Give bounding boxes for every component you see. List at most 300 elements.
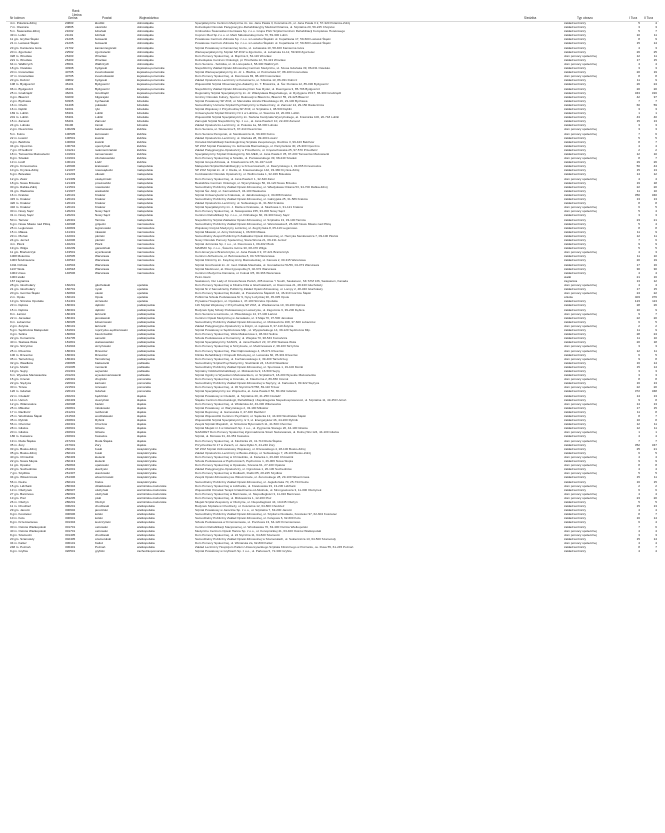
cell-typ: zakład leczniczy <box>564 135 587 140</box>
cell-typ: zakład leczniczy <box>564 368 587 373</box>
cell-typ: zakład leczniczy <box>564 188 587 193</box>
cell-powiat: kolski <box>95 516 103 521</box>
cell-powiat: szamotulski <box>95 536 111 541</box>
cell-nr: 35 m. Rybnik <box>10 418 28 423</box>
cell-powiat: skarżyski <box>95 467 108 472</box>
cell-gmina-code: 121203 <box>65 172 76 177</box>
cell-siedziba: Samodzielny Publiczny Zakład Opieki Zdrowotnej w Szamotułach, ul. Sukiennicza 13, 64-500 Szamotuły <box>195 536 336 541</box>
cell-tura-2: 4 <box>655 283 657 287</box>
cell-tura-2: 3 <box>655 213 657 218</box>
cell-powiat: Wrocław <box>95 53 107 58</box>
cell-siedziba: Samodzielny Publiczny Zakład Opieki Zdrowotnej, ul. Władysława Orkana 53, 34-700 Rabka-Zdrój <box>195 184 328 189</box>
cell-powiat: grójecki <box>95 221 106 226</box>
cell-wojewodztwo: kujawsko-pomorskie <box>137 66 165 71</box>
cell-powiat: Rzeszów <box>95 352 108 357</box>
cell-siedziba: Szkoła Podstawowa w Krzemieniewie, ul. Pocztowa 13, 64-120 Krzemieniewo <box>195 520 301 525</box>
cell-nr: 24 gm. Lubsko <box>10 123 30 128</box>
cell-tura-2: 44 <box>653 164 657 169</box>
cell-tura-2: 10 <box>653 152 657 156</box>
cell-tura-2: 11 <box>653 422 657 427</box>
cell-tura-2: 4 <box>655 270 657 275</box>
cell-siedziba: Wojewódzki Szpital Obserwacyjno-Zakaźny im. T. Browicza, ul. Św. Floriana 12, 85-030 Bydgoszcz <box>195 82 329 87</box>
cell-gmina-code: 247901 <box>65 442 76 447</box>
cell-typ: zakład leczniczy <box>564 164 587 169</box>
cell-tura-2: 13 <box>653 401 657 406</box>
cell-gmina-code: 126201 <box>65 209 76 214</box>
cell-gmina-code: 20803 <box>65 21 74 25</box>
cell-powiat: Poznań <box>95 545 106 549</box>
cell-nr: 32 gm. Wasilków <box>10 360 33 365</box>
cell-tura-2: 5 <box>655 205 657 210</box>
cell-nr: 5 gm. Sędziszów Małopolski <box>10 328 49 333</box>
cell-powiat: łańcucki <box>95 323 107 328</box>
cell-siedziba: Dom Pomocy Społecznej, Plac Dąbrowskiego 4, 35-071 Rzeszów <box>195 348 284 353</box>
cell-typ: zakład leczniczy <box>564 336 587 341</box>
cell-typ: zakład leczniczy <box>564 266 587 271</box>
cell-typ: zakład leczniczy <box>564 33 587 38</box>
cell-powiat: chojnicki <box>95 377 107 382</box>
cell-powiat: zduńskowolski <box>95 156 115 161</box>
cell-typ: zakład leczniczy <box>564 340 587 345</box>
cell-gmina-code: 141301 <box>65 229 76 234</box>
cell-gmina-code: 126301 <box>65 217 76 222</box>
cell-nr: 1004 Ursus <box>10 270 26 275</box>
cell-nr: 22 m. Łowicz <box>10 135 28 140</box>
cell-typ: zakład leczniczy <box>564 197 587 202</box>
cell-tura-1: 4 <box>638 508 640 513</box>
cell-typ: zakład leczniczy <box>564 258 587 263</box>
cell-tura-2: 5 <box>655 135 657 140</box>
cell-wojewodztwo: świętokrzyskie <box>137 479 157 484</box>
cell-nr: 40 gm. Chmielnik <box>10 454 34 459</box>
cell-wojewodztwo: lubuskie <box>137 123 149 128</box>
cell-siedziba: Dom Pomocy Społecznej w Rudkach, Rudki 85, 28-225 Szydłów <box>195 471 283 476</box>
cell-tura-1: 14 <box>636 172 640 177</box>
cell-powiat: oleśnicki <box>95 25 107 30</box>
cell-typ: dom pomocy społecznej <box>564 131 597 136</box>
cell-wojewodztwo: łódzkie <box>137 143 147 148</box>
cell-nr: 2 m. Opole <box>10 295 25 300</box>
cell-wojewodztwo: świętokrzyskie <box>137 475 157 480</box>
cell-gmina-code: 146510 <box>65 258 76 263</box>
cell-wojewodztwo: mazowieckie <box>137 225 155 230</box>
cell-wojewodztwo: podkarpackie <box>137 315 156 320</box>
cell-powiat: moniecki <box>95 364 108 369</box>
cell-siedziba: Wielospecjalistyczny Szpital SP ZOZ w Zgorzelcu, ul. Lubańska 11-12, 59-900 Zgorzelec <box>195 49 315 54</box>
cell-powiat: Bydgoszcz <box>95 82 110 87</box>
cell-siedziba: Samodzielny Publiczny Zakład Opieki Zdrowotnej, ul. Kolejowa 6, 62-600 Koło <box>195 516 301 521</box>
cell-powiat: Lublin <box>95 111 104 116</box>
cell-powiat: Żory <box>95 442 102 447</box>
cell-tura-1: 1 <box>638 430 640 435</box>
cell-nr: 1003 statki <box>10 274 25 279</box>
cell-tura-1: 4 <box>638 176 640 181</box>
cell-siedziba: Szpital Kliniczny im. Księżnej Anny Mazowieckiej, ul. Karowa 2, 00-315 Warszawa <box>195 258 306 263</box>
cell-typ: dom pomocy społecznej <box>564 348 597 353</box>
cell-siedziba: Szpital Powiatowy w Sędziszowie Młp., ul. Wyspiańskiego 14, 39-120 Sędziszów Młp. <box>195 328 311 333</box>
cell-tura-2: 5 <box>655 246 657 251</box>
cell-siedziba: Zakład Opiekuńczo-Leczniczy w Kotomierzu, ul. Szkolna 13, 86-031 Dobrcz <box>195 78 298 83</box>
cell-typ: zakład leczniczy <box>564 115 587 120</box>
cell-gmina-code: 301405 <box>65 532 76 537</box>
cell-typ: zakład leczniczy <box>564 270 587 275</box>
cell-tura-2: 9 <box>655 242 657 247</box>
cell-siedziba: Samodzielny Publiczny Zakład Opieki Zdrowotnej, ul. Mickiewicza 168, 37-600 Lubaczów <box>195 319 316 324</box>
cell-gmina-code: 306101 <box>65 540 76 545</box>
cell-wojewodztwo: dolnośląskie <box>137 37 154 42</box>
cell-nr: 5 m. Kutno <box>10 131 25 136</box>
cell-tura-1: 4 <box>638 143 640 148</box>
cell-wojewodztwo: mazowieckie <box>137 266 155 271</box>
cell-wojewodztwo: podkarpackie <box>137 311 156 316</box>
cell-typ: dom pomocy społecznej <box>564 156 597 161</box>
cell-tura-1: 8 <box>638 414 640 418</box>
cell-siedziba: Zakład Opiekuńczo-Leczniczy, ul. Poleska 1a, 68-300 Lubsko <box>195 123 278 128</box>
cell-powiat: buski <box>95 450 103 455</box>
cell-nr: 9 m. Lubaczów <box>10 319 31 324</box>
cell-siedziba: Zakład Leczniczy Hospicjum Palium Uniwersyteckiego Szpitala Klinicznego w Poznaniu, os. Rusa 55, 61-245 Poznań <box>195 545 354 549</box>
cell-tura-2: 19 <box>653 70 657 75</box>
cell-gmina-code: 220301 <box>65 377 76 382</box>
cell-wojewodztwo: warmińsko-mazurskie <box>137 495 167 500</box>
cell-siedziba: Dom Pomocy Społecznej, ul. Kłodnicka 22, 41-710 Ruda Śląska <box>195 438 282 443</box>
cell-typ: zakład leczniczy <box>564 405 587 410</box>
cell-tura-2: 5 <box>655 499 657 504</box>
cell-tura-1: 4 <box>638 434 640 439</box>
document-sheet <box>6 4 659 826</box>
cell-typ: zakład leczniczy <box>564 262 587 267</box>
header-powiat: Powiat <box>102 16 112 20</box>
cell-powiat: białostocki <box>95 360 110 365</box>
cell-gmina-code: 26403 <box>65 53 74 58</box>
cell-wojewodztwo: podlaskie <box>137 360 150 365</box>
cell-typ: zakład leczniczy <box>564 49 587 54</box>
cell-typ: zakład leczniczy <box>564 287 587 292</box>
cell-gmina-code: 126101 <box>65 201 76 206</box>
cell-siedziba: Szpital Grupa Zdrowia, ul. Kniaziewicza 1/5, 91-347 Łódź <box>195 160 273 165</box>
cell-gmina-code: 142001 <box>65 233 76 238</box>
cell-gmina-code: 241504 <box>65 414 76 418</box>
cell-tura-2: 2 <box>655 323 657 328</box>
cell-siedziba: Dom Pomocy Społecznej, ul. 30 Stycznia 57/58, 83-110 Tczew <box>195 385 280 390</box>
cell-tura-1: 11 <box>636 229 640 234</box>
cell-siedziba: Szpitalny Oddział Rehabilitacji, ul. Mickiewicza 9, 16-500 Sejny <box>195 368 281 373</box>
cell-gmina-code: 126101 <box>65 192 76 197</box>
cell-siedziba: Cuprum Med Sp.z o.o. ul. Marii Skłodowskiej-Curie 70, 59-300 Lubin <box>195 33 288 38</box>
cell-siedziba: Szpital Powiatowy w Jarocinie Sp. z o.o., ul. Szpitalna 7, 63-200 Jarocin <box>195 508 293 513</box>
cell-siedziba: Samodzielny Publiczny Zakład Opieki Zdrowotnej, ul. Szpital w Kłodawie, Kościelec 97, 62-604 Kościelec <box>195 512 337 517</box>
cell-tura-1: 7 <box>638 438 640 443</box>
cell-gmina-code: 180401 <box>65 315 76 320</box>
cell-typ: zakład leczniczy <box>564 221 587 226</box>
cell-tura-1: 15 <box>636 475 640 480</box>
cell-powiat: lwówecki <box>95 41 108 46</box>
cell-nr: 4 m. Polanica-Zdrój <box>10 21 37 25</box>
cell-siedziba: Prywatne Hospicjum, ul. Opolska 1, 47-100 Strzelce Opolskie <box>195 299 278 304</box>
cell-powiat: Olsztyn <box>95 499 106 504</box>
cell-typ: zakład leczniczy <box>564 315 587 320</box>
cell-typ: zakład leczniczy <box>564 418 587 423</box>
cell-siedziba: Zakład Opiekuńczo-Leczniczy, ul. Sobieskiego 11, 31-502 Kraków <box>195 201 284 206</box>
cell-typ: dom pomocy społecznej <box>564 430 597 435</box>
cell-typ: zakład leczniczy <box>564 41 587 46</box>
cell-gmina-code: 221501 <box>65 385 76 390</box>
cell-powiat: cieszyński <box>95 397 109 402</box>
cell-tura-1: 343 <box>634 90 640 95</box>
cell-tura-2: 9 <box>655 307 657 312</box>
cell-tura-2: 13 <box>653 119 657 124</box>
cell-gmina-code: 240201 <box>65 393 76 398</box>
cell-tura-1: 16 <box>636 516 640 521</box>
cell-powiat: jarociński <box>95 508 108 513</box>
cell-nr: 19 m. Ruda Śląska <box>10 438 36 443</box>
cell-powiat: stalowowolski <box>95 340 114 345</box>
cell-nr: 420 m. Kraków <box>10 201 31 206</box>
cell-tura-1: 43 <box>636 115 640 120</box>
cell-tura-1: 9 <box>638 311 640 316</box>
cell-gmina-code: 180301 <box>65 307 76 312</box>
cell-tura-2: 13 <box>653 393 657 398</box>
cell-wojewodztwo: pomorskie <box>137 381 152 386</box>
cell-gmina-code: 301304 <box>65 520 76 525</box>
cell-wojewodztwo: świętokrzyskie <box>137 467 157 472</box>
cell-tura-2: 20 <box>653 385 657 390</box>
cell-siedziba: 116 Szpital Wojskowy z Przychodnią SP ZOZ, ul. Wielkanocna 10, 39-200 Dębica <box>195 303 306 308</box>
cell-nr: 31 m. Nowy Sącz <box>10 213 34 218</box>
cell-nr: 35 gm. Busko-Zdrój <box>10 450 37 455</box>
cell-nr: 28 gm. Głuchołazy <box>10 283 36 287</box>
cell-gmina-code: 21205 <box>65 37 74 42</box>
cell-typ: zakład leczniczy <box>564 152 587 156</box>
cell-typ: zakład leczniczy <box>564 143 587 148</box>
cell-tura-1: 12 <box>636 233 640 238</box>
cell-siedziba: Budynek byłej Szkoły Podstawowej w Latoszynie, ul. Zagumnie 6, 39-200 Dębica <box>195 307 305 312</box>
cell-powiat: Zamość <box>95 119 106 124</box>
cell-tura-1: 25 <box>636 446 640 451</box>
cell-wojewodztwo: dolnośląskie <box>137 33 154 38</box>
cell-nr: 16 m. Dęblin <box>10 106 28 111</box>
cell-tura-2: 22 <box>653 291 657 296</box>
cell-gmina-code: 280907 <box>65 487 76 492</box>
cell-tura-2: 10 <box>653 188 657 193</box>
cell-siedziba: Szpital Specjalistyczny im. J. Dietla w Krakowie, ul. Skarbowa 1, 31-121 Kraków <box>195 205 304 210</box>
cell-tura-1: 4 <box>638 61 640 66</box>
cell-gmina-code: 26403 <box>65 57 74 62</box>
cell-powiat: Warszawa <box>95 258 110 263</box>
cell-tura-1: 10 <box>636 418 640 423</box>
cell-siedziba: Niepubliczny Szpital Zakładów Opieki Zdrowotnej, ul. Szpitalna 13, 33-100 Tarnów <box>195 217 306 222</box>
cell-gmina-code: 266101 <box>65 479 76 484</box>
cell-tura-2: 8 <box>655 201 657 206</box>
cell-powiat: Płock <box>95 242 103 247</box>
cell-siedziba: Zespół Szpitali Miejskich, ul. Strzelców Bytomskich 11, 41-500 Chorzów <box>195 422 292 427</box>
cell-typ: zakład leczniczy <box>564 229 587 234</box>
cell-powiat: Nowy Sącz <box>95 209 111 214</box>
cell-powiat: Warszawa <box>95 270 110 275</box>
cell-powiat: Kielce <box>95 479 104 484</box>
cell-siedziba: Szpital Ogólny w Wysokiem Mazowieckiem, ul. Szpitalna 5, 18-200 Wysokie Mazowieckie <box>195 373 317 378</box>
cell-siedziba: Dom Pomocy Społecznej, Wola Matiaszowa 1, 38-610 Solina <box>195 332 278 337</box>
cell-typ: dom pomocy społecznej <box>564 438 597 443</box>
cell-tura-2: 3 <box>655 123 657 128</box>
cell-powiat: sanocki <box>95 336 106 341</box>
cell-tura-2: 15 <box>653 57 657 62</box>
cell-powiat: bydgoski <box>95 78 108 83</box>
cell-typ: zagranica <box>564 278 578 283</box>
cell-tura-2: 4 <box>655 467 657 472</box>
cell-wojewodztwo: lubelskie <box>137 94 149 99</box>
cell-siedziba: Dom Pomocy Społecznej, ul. Wiślańska 42, 43-330 Wilamowice <box>195 401 282 406</box>
cell-typ: zakład leczniczy <box>564 299 587 304</box>
cell-siedziba: Specjalistyczny Szpital Onkologiczny NU-MED, ul. Jana Pawła II 35, 97-200 Tomaszów Mazowiecki <box>195 152 330 156</box>
cell-wojewodztwo: wielkopolskie <box>137 532 155 537</box>
cell-powiat: łańcucki <box>95 311 107 316</box>
cell-tura-1: 9 <box>638 242 640 247</box>
header-siedziba: Siedziba <box>524 16 537 20</box>
cell-nr: 49 m. Lubin <box>10 33 26 38</box>
cell-gmina-code: 161401 <box>65 299 76 304</box>
cell-siedziba: Zakład Opiekuńczo-Leczniczy w Busku-Zdroju, ul. Sobieskiego 7, 28-100 Busko-Zdrój <box>195 450 311 455</box>
cell-nr: 32 gm. Strzyżów <box>10 344 33 349</box>
cell-siedziba: Kombatancki Ośrodek Opiekuńczy, ul. Wolbromska 1, 32-329 Bolesław <box>195 172 291 177</box>
cell-gmina-code: 301701 <box>65 524 76 529</box>
cell-tura-1: 4 <box>638 454 640 459</box>
cell-tura-1: 11 <box>636 336 640 341</box>
cell-gmina-code: 300201 <box>65 504 76 509</box>
cell-tura-2: 3 <box>655 106 657 111</box>
cell-nr: 64 m. Wałbrzych <box>10 61 33 66</box>
cell-wojewodztwo: podkarpackie <box>137 307 156 312</box>
cell-tura-1: 3 <box>638 373 640 378</box>
cell-powiat: Kraków <box>95 201 106 206</box>
cell-wojewodztwo: dolnośląskie <box>137 61 154 66</box>
cell-tura-1: 8 <box>638 139 640 144</box>
cell-tura-1: 29 <box>636 160 640 165</box>
cell-tura-1: 372 <box>634 389 640 394</box>
cell-wojewodztwo: podkarpackie <box>137 332 156 337</box>
cell-nr: 1003 Śródmieście <box>10 258 35 263</box>
cell-tura-2: 4 <box>655 454 657 459</box>
cell-nr: 7 gm. Szydłów <box>10 471 30 476</box>
cell-typ: zakład leczniczy <box>564 45 587 50</box>
cell-powiat: Warszawa <box>95 266 110 271</box>
cell-wojewodztwo: wielkopolskie <box>137 520 155 525</box>
cell-typ: zakład leczniczy <box>564 487 587 492</box>
cell-tura-2: 7 <box>655 29 657 34</box>
cell-powiat: Kraków <box>95 192 106 197</box>
cell-nr: 29 gm. Krzeszowice <box>10 164 38 169</box>
cell-nr: 20 m. Inowrocław <box>10 70 34 75</box>
cell-wojewodztwo: podkarpackie <box>137 344 156 349</box>
cell-tura-2: 20 <box>653 495 657 500</box>
cell-typ: zakład leczniczy <box>564 512 587 517</box>
cell-siedziba: Centrum Rehabilitacji Sp. z o.o., ul. Kilińskiego 60, 33-300 Nowy Sącz <box>195 213 290 218</box>
cell-tura-1: 14 <box>636 393 640 398</box>
cell-tura-1: 7 <box>638 98 640 103</box>
cell-tura-1: 6 <box>638 450 640 455</box>
cell-gmina-code: 46101 <box>65 86 74 91</box>
cell-tura-1: 3 <box>638 532 640 537</box>
cell-typ: dom pomocy społecznej <box>564 491 597 496</box>
cell-wojewodztwo: lubelskie <box>137 119 149 124</box>
cell-tura-1: 352 <box>634 442 640 447</box>
cell-gmina-code: 61408 <box>65 102 74 107</box>
cell-gmina-code: 180905 <box>65 319 76 324</box>
cell-siedziba: NAZARET Dom Pomocy Społecznej Zgromadzenia Sióstr Nazaretanek, ul. Dolnej Wsi 124, 44-100 Gliwice <box>195 430 340 435</box>
cell-tura-2: 8 <box>655 418 657 423</box>
cell-gmina-code: 100505 <box>65 131 76 136</box>
cell-siedziba: Petro Giant <box>195 274 211 279</box>
cell-wojewodztwo: małopolskie <box>137 172 154 177</box>
cell-gmina-code: 186301 <box>65 352 76 357</box>
cell-tura-1: 4 <box>638 45 640 50</box>
cell-tura-2: 8 <box>655 463 657 468</box>
cell-nr: 186 m. Katowice <box>10 434 33 439</box>
cell-powiat: bydgoski <box>95 66 108 71</box>
cell-tura-2: 10 <box>653 254 657 259</box>
cell-powiat: Warszawa <box>95 262 110 267</box>
cell-siedziba: Szpital, ul. Morawa 31, 40-353 Katowice <box>195 434 250 439</box>
cell-gmina-code: 261307 <box>65 471 76 476</box>
cell-tura-1: 4 <box>638 283 640 287</box>
cell-powiat: piski <box>95 495 102 500</box>
cell-gmina-code: 140803 <box>65 225 76 230</box>
cell-siedziba: Zakład Pielęgnacyjno-Opiekuńczy, ul. Ogrodowa 1, 26-130 Suchedniów <box>195 467 292 472</box>
cell-gmina-code: 121501 <box>65 184 76 189</box>
cell-gmina-code: 160201 <box>65 283 76 287</box>
cell-tura-2: 376 <box>651 295 657 300</box>
cell-typ: dom pomocy społecznej <box>564 483 597 488</box>
cell-gmina-code: 61601 <box>65 106 74 111</box>
cell-wojewodztwo: kujawsko-pomorskie <box>137 90 165 95</box>
cell-wojewodztwo: kujawsko-pomorskie <box>137 70 165 75</box>
cell-powiat: lubaczowski <box>95 319 112 324</box>
cell-gmina-code: 300602 <box>65 508 76 513</box>
cell-nr: 23 gm. Kamienna Góra <box>10 45 42 50</box>
cell-tura-2: 14 <box>653 516 657 521</box>
cell-gmina-code: 160701 <box>65 287 76 292</box>
cell-wojewodztwo: wielkopolskie <box>137 512 155 517</box>
cell-nr: 50 m. Tarnów <box>10 217 29 222</box>
cell-powiat: oleski <box>95 291 103 296</box>
cell-siedziba: Szpital Wojewódzki Centrum Psychiatrii, ul. Sądecka 13, 44-300 Wodzisław Śląski <box>195 414 306 418</box>
cell-typ: zakład leczniczy <box>564 545 587 549</box>
cell-wojewodztwo: śląskie <box>137 393 147 398</box>
cell-typ: zakład leczniczy <box>564 422 587 427</box>
cell-gmina-code: 246801 <box>65 418 76 423</box>
cell-tura-1: 6 <box>638 487 640 492</box>
cell-tura-1: 20 <box>636 86 640 91</box>
cell-wojewodztwo: mazowieckie <box>137 258 155 263</box>
cell-powiat: bełchatowski <box>95 127 113 132</box>
cell-nr: 6 gm. Bolesław <box>10 172 31 177</box>
cell-tura-1: 6 <box>638 520 640 525</box>
cell-siedziba: Centrum Opieki Medycznej w Jarosławiu, ul. 3 Maja 70, 37-500 Jarosław <box>195 315 294 320</box>
cell-tura-2: 4 <box>655 508 657 513</box>
cell-siedziba: Samodzielny Publiczny Zakład Opieki Zdrowotnej w Stężycy, ul. Kartuska 6, 83-322 Stężyca <box>195 381 320 386</box>
cell-gmina-code: 21205 <box>65 41 74 46</box>
cell-powiat: włoszczowski <box>95 475 114 480</box>
cell-wojewodztwo: śląskie <box>137 397 147 402</box>
cell-powiat: garwoliński <box>95 246 111 251</box>
cell-tura-2: 4 <box>655 221 657 226</box>
cell-siedziba: Nowy Ośrodek Pomocy Społecznej, Stara Wrona 21, 09-131 Jerzeż <box>195 237 287 242</box>
cell-tura-1: 17 <box>636 57 640 62</box>
cell-siedziba: Dolnośląskie Centrum Onkologii, pl. Hirszfelda 12, 53-413 Wrocław <box>195 57 286 62</box>
cell-powiat: działdowski <box>95 483 111 488</box>
cell-gmina-code: 146504 <box>65 262 76 267</box>
cell-typ: zakład leczniczy <box>564 78 587 83</box>
